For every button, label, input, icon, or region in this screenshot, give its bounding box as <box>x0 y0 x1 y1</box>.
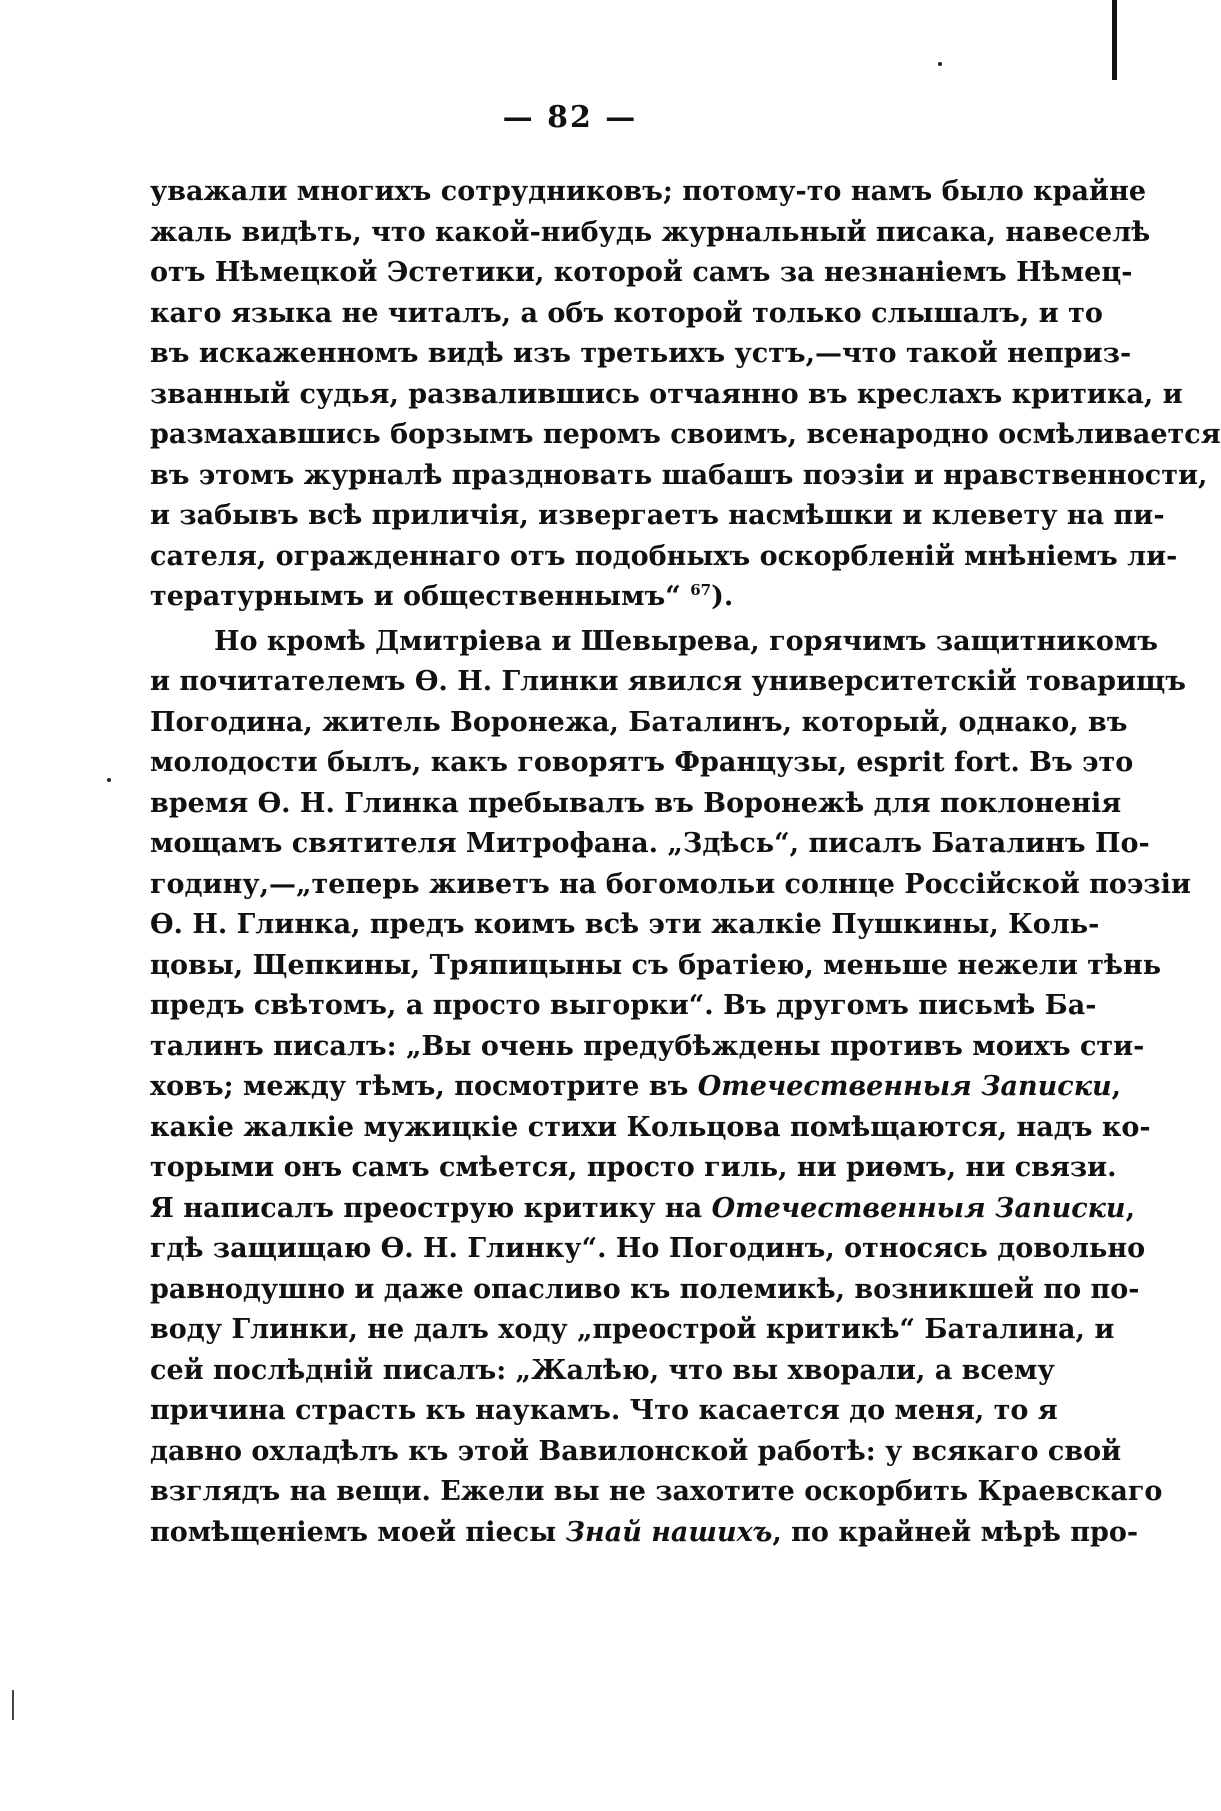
italic-title: Знай нашихъ <box>565 1516 773 1548</box>
text-segment: и почитателемъ Ѳ. Н. Глинки явился университетскій товарищъ <box>150 666 1186 697</box>
text-segment: , <box>1125 1192 1135 1224</box>
paragraph <box>150 172 1221 618</box>
text-segment: ). <box>711 581 734 612</box>
body-text <box>150 172 1221 1553</box>
text-segment: предъ свѣтомъ, а просто выгорки“. Въ другомъ письмѣ Ба- <box>150 990 1097 1021</box>
text-line <box>150 1148 1117 1189</box>
text-line <box>150 905 1100 946</box>
text-segment: помѣщеніемъ моей піесы <box>150 1516 566 1548</box>
text-segment: жаль видѣть, что какой-нибудь журнальный писака, навеселѣ <box>150 216 1151 248</box>
text-line <box>150 456 1208 497</box>
text-line <box>150 1108 1151 1149</box>
text-segment: время Ѳ. Н. Глинка пребывалъ въ Воронежѣ для поклоненія <box>150 787 1122 819</box>
text-line <box>150 824 1150 865</box>
text-line <box>150 986 1097 1027</box>
text-segment: равнодушно и даже опасливо къ полемикѣ, возникшей по по- <box>150 1273 1140 1305</box>
text-line <box>150 946 1162 987</box>
text-segment: давно охладѣлъ къ этой Вавилонской работѣ: у всякаго свой <box>150 1435 1122 1467</box>
text-line <box>150 253 1133 294</box>
text-line <box>150 1270 1140 1311</box>
text-segment: воду Глинки, не далъ ходу „преострой критикѣ“ Баталина, и <box>150 1314 1115 1345</box>
footnote-marker: 67 <box>690 581 712 599</box>
text-segment: размахавшись борзымъ перомъ своимъ, всенародно осмѣливается <box>150 419 1221 450</box>
page-number: — 82 — <box>502 100 638 135</box>
text-line <box>150 1229 1146 1270</box>
text-segment: и забывъ всѣ приличія, извергаетъ насмѣшки и клевету на пи- <box>150 500 1165 531</box>
text-segment: какіе жалкіе мужицкіе стихи Кольцова помѣщаются, надъ ко- <box>150 1111 1151 1143</box>
text-segment: сателя, огражденнаго отъ подобныхъ оскорбленій мнѣніемъ ли- <box>150 540 1178 572</box>
text-segment: торыми онъ самъ смѣется, просто гиль, ни риѳмъ, ни связи. <box>150 1152 1117 1183</box>
text-segment: сей послѣдній писалъ: „Жалѣю, что вы хворали, а всему <box>150 1354 1055 1386</box>
text-line <box>150 375 1183 416</box>
text-segment: тературнымъ и общественнымъ“ <box>150 581 691 612</box>
text-segment: цовы, Щепкины, Тряпицыны съ братіею, меньше нежели тѣнь <box>150 949 1162 981</box>
text-segment: причина страсть къ наукамъ. Что касается до меня, то я <box>150 1395 1058 1426</box>
text-line <box>150 577 988 618</box>
text-line <box>150 1351 1055 1392</box>
text-segment: , <box>1111 1071 1122 1102</box>
text-segment: ховъ; между тѣмъ, посмотрите въ <box>150 1071 698 1102</box>
text-segment: гдѣ защищаю Ѳ. Н. Глинку“. Но Погодинъ, относясь довольно <box>150 1233 1146 1264</box>
text-segment: , по крайней мѣрѣ про- <box>772 1516 1139 1548</box>
text-segment: званный судья, развалившись отчаянно въ креслахъ критика, и <box>150 378 1183 410</box>
scan-speck <box>938 62 942 66</box>
text-line <box>150 1027 1145 1068</box>
text-line <box>150 537 1178 578</box>
text-segment: молодости былъ, какъ говорятъ Французы, esprit fort. Въ это <box>150 747 1134 778</box>
text-segment: уважали многихъ сотрудниковъ; потому-то намъ было крайне <box>150 176 1147 207</box>
text-line <box>150 172 1147 213</box>
text-segment: въ искаженномъ видѣ изъ третьихъ устъ,—что такой неприз- <box>150 338 1132 369</box>
text-segment: Погодина, житель Воронежа, Баталинъ, который, однако, въ <box>150 706 1128 738</box>
text-line <box>150 1310 1115 1351</box>
text-line <box>150 1432 1122 1473</box>
text-line <box>150 294 1103 335</box>
italic-title: Отечественныя Записки <box>697 1071 1112 1102</box>
scan-edge-mark-left <box>12 1690 14 1720</box>
scan-speck <box>107 778 111 782</box>
italic-title: Отечественныя Записки <box>711 1192 1126 1224</box>
text-segment: взглядъ на вещи. Ежели вы не захотите оскорбить Краевскаго <box>150 1476 1163 1507</box>
text-segment: мощамъ святителя Митрофана. „Здѣсь“, писалъ Баталинъ По- <box>150 828 1150 859</box>
text-line <box>150 743 1134 784</box>
text-line <box>150 415 1221 456</box>
text-line <box>150 1189 1135 1230</box>
text-segment: годину,—„теперь живетъ на богомольи солнце Россійской поэзіи <box>150 868 1191 900</box>
text-line <box>150 1472 1163 1513</box>
text-line <box>150 496 1165 537</box>
text-line <box>150 703 1128 744</box>
text-line <box>150 622 1158 663</box>
text-segment: отъ Нѣмецкой Эстетики, которой самъ за незнаніемъ Нѣмец- <box>150 257 1133 288</box>
text-segment: въ этомъ журналѣ праздновать шабашъ поэзіи и нравственности, <box>150 459 1208 491</box>
text-segment: Но кромѣ Дмитріева и Шевырева, горячимъ защитникомъ <box>214 625 1158 657</box>
text-segment: каго языка не читалъ, а объ которой только слышалъ, и то <box>150 297 1103 329</box>
paragraph <box>150 622 1191 1554</box>
text-line <box>150 1067 1122 1108</box>
text-line <box>150 334 1132 375</box>
text-line <box>150 1513 1139 1554</box>
text-line <box>150 784 1122 825</box>
text-line <box>150 865 1191 906</box>
text-line <box>150 662 1186 703</box>
text-segment: Ѳ. Н. Глинка, предъ коимъ всѣ эти жалкіе Пушкины, Коль- <box>150 909 1100 940</box>
text-line <box>150 1391 1058 1432</box>
text-line <box>150 213 1151 254</box>
scan-edge-mark <box>1112 0 1117 80</box>
text-segment: Я написалъ преострую критику на <box>150 1192 712 1224</box>
text-segment: талинъ писалъ: „Вы очень предубѣждены противъ моихъ сти- <box>150 1030 1145 1062</box>
